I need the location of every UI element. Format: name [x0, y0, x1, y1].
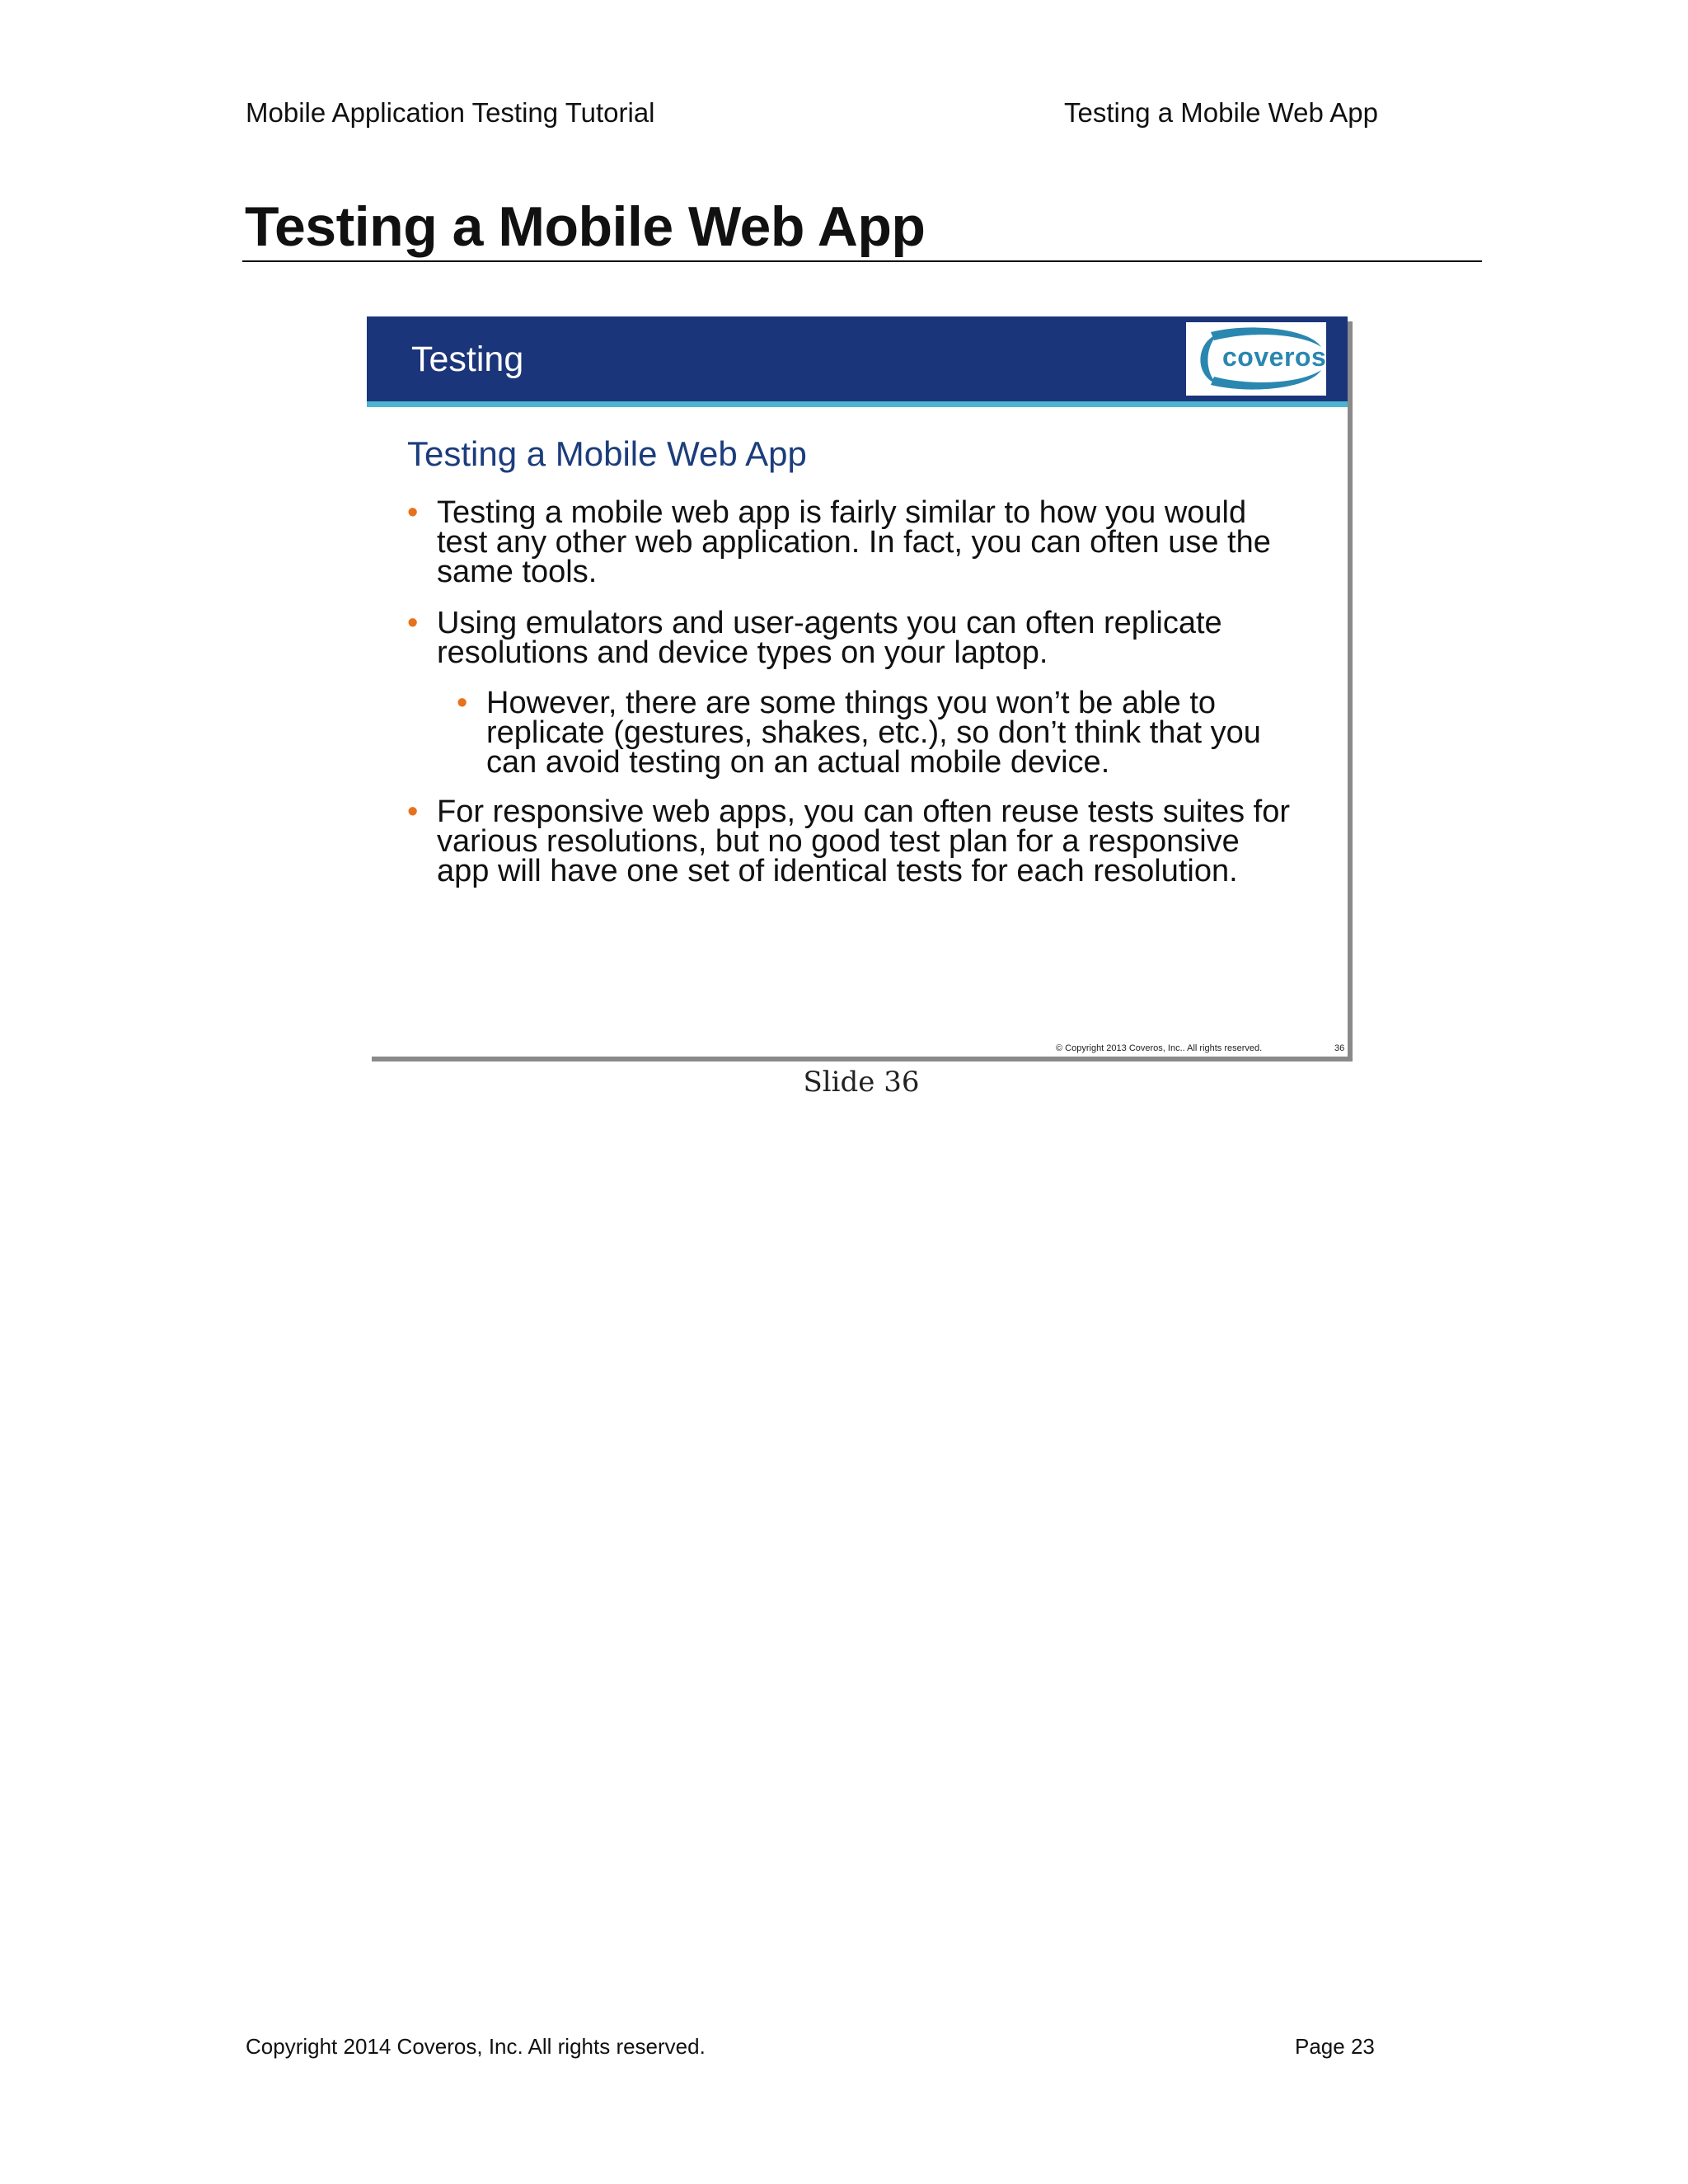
bullet-icon: •: [457, 686, 468, 720]
slide-copyright: © Copyright 2013 Coveros, Inc.. All rights reserved.: [1056, 1043, 1263, 1053]
bullet-text: For responsive web apps, you can often reuse tests suites for various resolutions, but no good test plan for a responsive app will have one set of identical tests for each resolution.: [437, 794, 1290, 888]
page-title: Testing a Mobile Web App: [245, 195, 926, 258]
bullet-text: Using emulators and user-agents you can often replicate resolutions and device types on your laptop.: [437, 606, 1222, 670]
slide-number: 36: [1334, 1043, 1345, 1053]
slide-bullet: [407, 495, 1294, 589]
bullet-text: Testing a mobile web app is fairly similar to how you would test any other web application. In fact, you can often use the same tools.: [437, 495, 1271, 589]
running-header-left: Mobile Application Testing Tutorial: [246, 97, 655, 128]
slide-section-title: Testing: [411, 340, 524, 379]
bullet-text: However, there are some things you won’t be able to replicate (gestures, shakes, etc.), so don’t think that you can avoid testing on an actual mobile device.: [486, 686, 1261, 780]
slide-bullet: [407, 794, 1294, 888]
slide-sub-bullet: [457, 686, 1302, 780]
slide-caption: Slide 36: [803, 1066, 920, 1099]
slide-bullet: [407, 606, 1294, 670]
bullet-icon: •: [407, 794, 419, 829]
footer-page-number: Page 23: [1295, 2034, 1375, 2059]
bullet-icon: •: [407, 495, 419, 530]
slide-header-stripe: [367, 401, 1348, 407]
bullet-icon: •: [407, 606, 419, 640]
slide-thumbnail: [367, 316, 1348, 1057]
title-divider: [242, 260, 1482, 262]
coveros-logo: [1186, 322, 1326, 396]
logo-wordmark: coveros: [1222, 342, 1327, 372]
running-header-right: Testing a Mobile Web App: [1064, 97, 1378, 128]
slide-subtitle: Testing a Mobile Web App: [407, 434, 807, 473]
footer-copyright: Copyright 2014 Coveros, Inc. All rights reserved.: [246, 2034, 706, 2059]
slide-header-bar: [367, 316, 1348, 401]
